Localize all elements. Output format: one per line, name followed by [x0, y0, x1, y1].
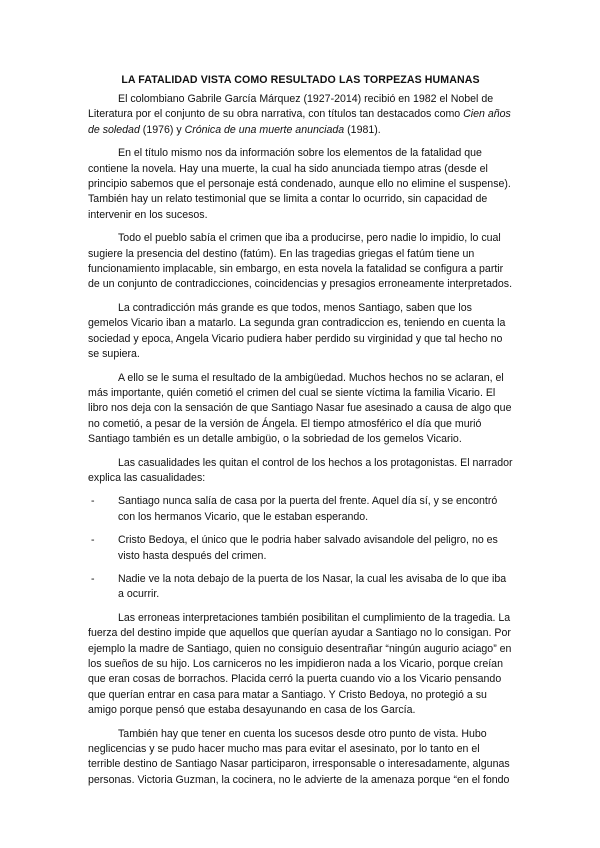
paragraph-2: En el título mismo nos da información sobre los elementos de la fatalidad que contiene la novela. Hay una muerte, la cual ha sido anunciada tiempo atras (desde el principio sabemos que el personaje está condenado, aunque ello no elimine el suspense). También hay un relato testimonial que se limita a contar lo ocurrido, sin capacidad de intervenir en los sucesos. [88, 147, 511, 221]
casualidades-list [88, 494, 513, 602]
list-item [88, 494, 513, 525]
intro-text-e: (1981). [344, 123, 381, 136]
list-item-text: Santiago nunca salía de casa por la puerta del frente. Aquel día sí, y se encontró con los hermanos Vicario, que le estaban esperando. [118, 495, 498, 523]
paragraph-3: Todo el pueblo sabía el crimen que iba a producirse, pero nadie lo impidio, lo cual sugiere la presencia del destino (fatúm). En las tragedias griegas el fatúm tiene un funcionamiento implacable, sin embargo, en esta novela la fatalidad se configura a partir de un conjunto de contradicciones, coincidencias y presagios erroneamente interpretados. [88, 232, 513, 291]
list-bullet: - [91, 495, 95, 508]
list-item [88, 533, 513, 564]
intro-text-c: (1976) y [139, 123, 185, 136]
paragraph-6: Las casualidades les quitan el control de los hechos a los protagonistas. El narrador explica las casualidades: [88, 456, 513, 484]
paragraph-7: Las erroneas interpretaciones también posibilitan el cumplimiento de la tragedia. La fuerza del destino impide que aquellos que querían ayudar a Santiago no lo consigan. Por ejemplo la madre de Santiago, quien no consiguio desentrañar “ningún augurio aciago” en los sueños de su hijo. Los carniceros no les impidieron nada a los Vicario, porque creían que eran cosas de borrachos. Placida cerró la puerta cuando vio a los Vicario pensando que querían entrar en casa para matar a Santiago. Y Cristo Bedoya, no protegió a su amigo porque pensó que estaba desayunando en casa de los García. [88, 611, 512, 717]
document-title: LA FATALIDAD VISTA COMO RESULTADO LAS TORPEZAS HUMANAS [121, 74, 480, 86]
list-item-text: Cristo Bedoya, el único que le podria haber salvado avisandole del peligro, no es visto hasta después del crimen. [118, 534, 498, 562]
intro-text-a: El colombiano Gabrile García Márquez (1927-2014) recibió en 1982 el Nobel de Literatura por el conjunto de su obra narrativa, con títulos tan destacados como [88, 93, 494, 121]
book-title-cien-anos: Cien años de soledad [88, 108, 511, 136]
book-title-cronica: Crónica de una muerte anunciada [184, 123, 345, 136]
paragraph-intro [88, 92, 513, 138]
list-item [88, 572, 513, 603]
paragraph-4: La contradicción más grande es que todos, menos Santiago, saben que los gemelos Vicario iban a matarlo. La segunda gran contradiccion es, teniendo en cuenta la sociedad y epoca, Angela Vicario pudiera haber perdido su virginidad y que tal hecho no se supiera. [88, 301, 506, 361]
paragraph-5: A ello se le suma el resultado de la ambigüedad. Muchos hechos no se aclaran, el más importante, quién cometió el crimen del cual se siente víctima la familia Vicario. El libro nos deja con la sensación de que Santiago Nasar fue asesinado a causa de algo que no cometió, a pesar de la versión de Ángela. El tiempo atmosférico el día que murió Santiago también es un detalle ambigüo, o la sobriedad de los gemelos Vicario. [88, 371, 512, 446]
list-bullet: - [91, 534, 95, 547]
paragraph-8: También hay que tener en cuenta los sucesos desde otro punto de vista. Hubo neglicencias y se pudo hacer mucho mas para evitar el asesinato, por lo tanto en el terrible destino de Santiago Nasar participaron, irresponsable o interesadamente, algunas personas. Victoria Guzman, la cocinera, no le advierte de la amenaza porque “en el fondo [88, 727, 510, 786]
list-bullet: - [91, 572, 95, 585]
list-item-text: Nadie ve la nota debajo de la puerta de los Nasar, la cual les avisaba de lo que iba a ocurrir. [118, 572, 507, 601]
